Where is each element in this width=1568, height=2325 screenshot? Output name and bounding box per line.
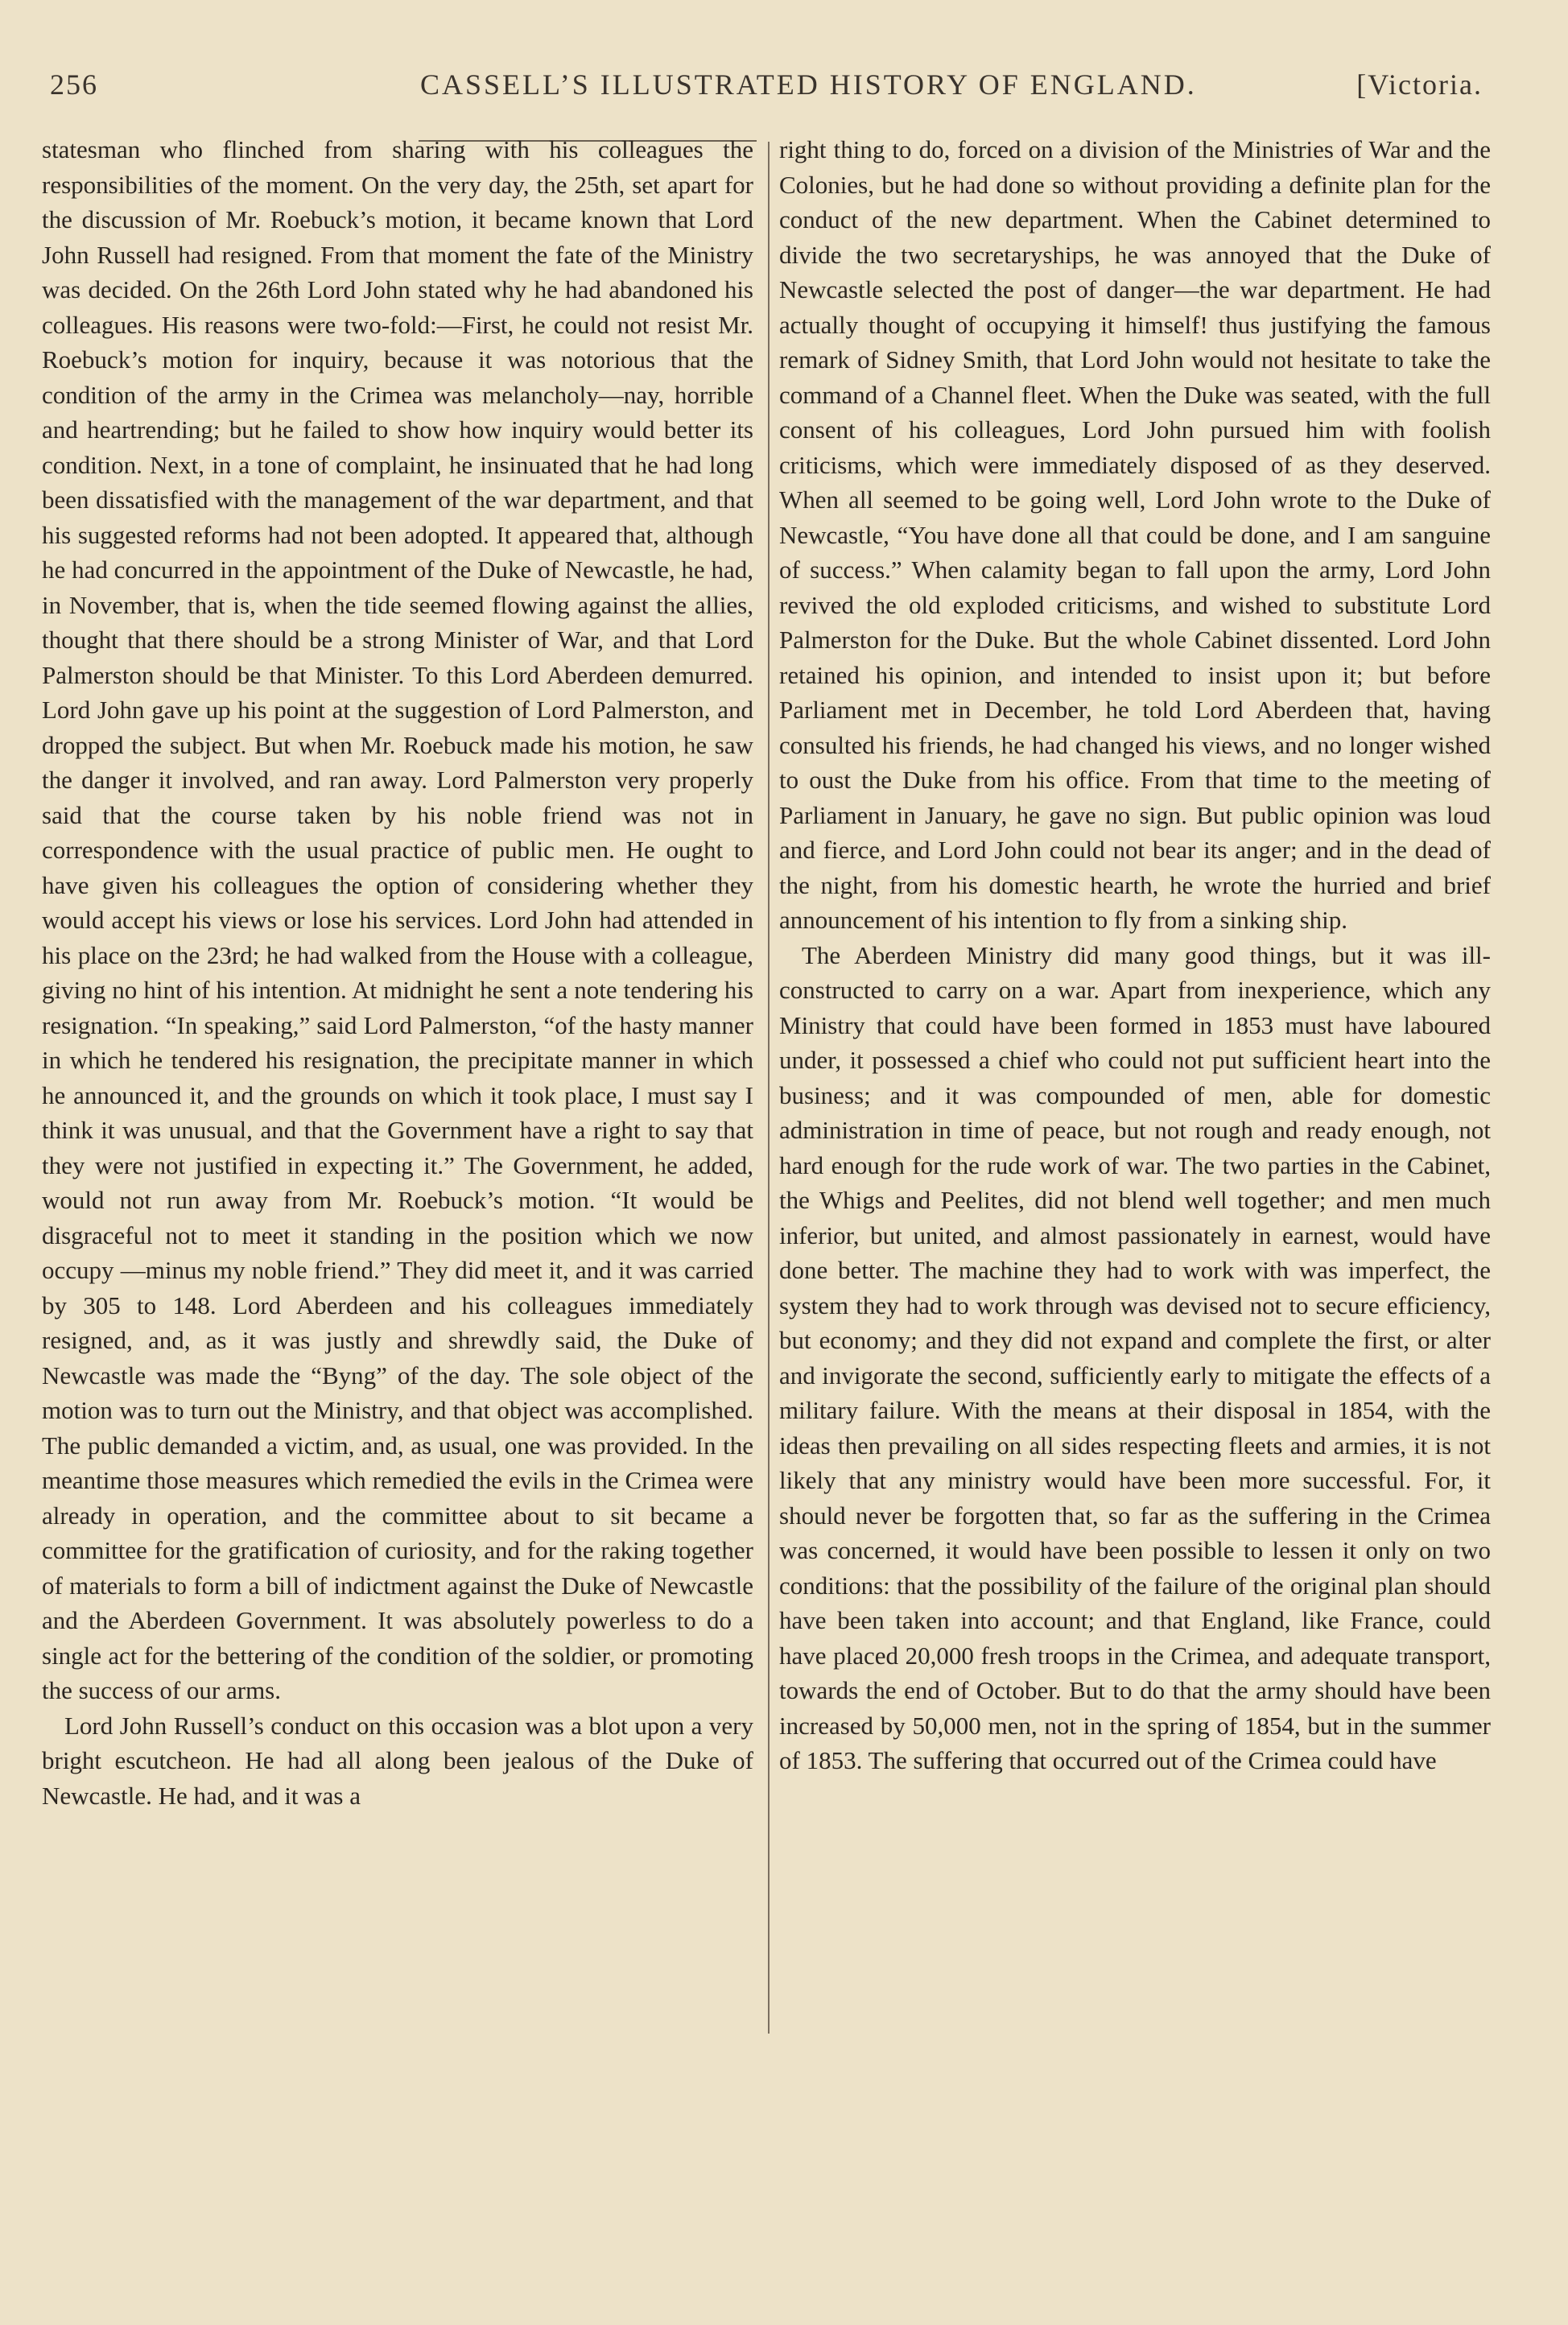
left-paragraph-1: statesman who flinched from sharing with his colleagues the responsibilities of the moment. On the very day, the 25th, set apart for the discussion of Mr. Roebuck’s motion, it became known that Lord John Russell had resigned. From that moment the fate of the Ministry was decided. On the 26th Lord John stated why he had abandoned his colleagues. His reasons were two-fold:—First, he could not resist Mr. Roebuck’s motion for inquiry, because it was notorious that the condition of the army in the Crimea was melancholy—nay, horrible and heartrending; but he failed to show how inquiry would better its condition. Next, in a tone of complaint, he insinuated that he had long been dissatisfied with the management of the war department, and that his suggested reforms had not been adopted. It appeared that, although he had concurred in the appointment of the Duke of Newcastle, he had, in November, that is, when the tide seemed flowing against the allies, thought that there should be a strong Minister of War, and that Lord Palmerston should be that Minister. To this Lord Aberdeen demurred. Lord John gave up his point at the suggestion of Lord Palmerston, and dropped the subject. But when Mr. Roebuck made his motion, he saw the danger it involved, and ran away. Lord Palmerston very properly said that the course taken by his noble friend was not in correspondence with the usual practice of public men. He ought to have given his colleagues the option of considering whether they would accept his views or lose his services. Lord John had attended in his place on the 23rd; he had walked from the House with a colleague, giving no hint of his intention. At midnight he sent a note tendering his resignation. “In speaking,” said Lord Palmerston, “of the hasty manner in which he tendered his resignation, the precipitate manner in which he announced it, and the grounds on which it took place, I must say I think it was unusual, and that the Government have a right to say that they were not justified in expecting it.” The Government, he added, would not run away from Mr. Roebuck’s motion. “It would be disgraceful not to meet it standing in the position which we now occupy —minus my noble friend.” They did meet it, and it was carried by 305 to 148. Lord Aberdeen and his colleagues immediately resigned, and, as it was justly and shrewdly said, the Duke of Newcastle was made the “Byng” of the day. The sole object of the motion was to turn out the Ministry, and that object was accomplished. The public demanded a victim, and, as usual, one was provided. In the meantime those measures which remedied the evils in the Crimea were already in operation, and the committee about to sit became a committee for the gratification of curiosity, and for the raking together of materials to form a bill of indictment against the Duke of Newcastle and the Aberdeen Government. It was absolutely powerless to do a single act for the bettering of the condition of the soldier, or promoting the success of our arms.	[42, 135, 753, 1704]
left-column	[42, 132, 753, 1813]
right-paragraph-1: right thing to do, forced on a division of the Ministries of War and the Colonies, but he had done so without providing a definite plan for the conduct of the new department. When the Cabinet determined to divide the two secretaryships, he was annoyed that the Duke of Newcastle selected the post of danger—the war department. He had actually thought of occupying it himself! thus justifying the famous remark of Sidney Smith, that Lord John would not hesitate to take the command of a Channel fleet. When the Duke was seated, with the full consent of his colleagues, Lord John pursued him with foolish criticisms, which were immediately disposed of as they deserved. When all seemed to be going well, Lord John wrote to the Duke of Newcastle, “You have done all that could be done, and I am sanguine of success.” When calamity began to fall upon the army, Lord John revived the old exploded criticisms, and wished to substitute Lord Palmerston for the Duke. But the whole Cabinet dissented. Lord John retained his opinion, and intended to insist upon it; but before Parliament met in December, he told Lord Aberdeen that, having consulted his friends, he had changed his views, and no longer wished to oust the Duke from his office. From that time to the meeting of Parliament in January, he gave no sign. But public opinion was loud and fierce, and Lord John could not bear its anger; and in the dead of the night, from his domestic hearth, he wrote the hurried and brief announcement of his intention to fly from a sinking ship.	[779, 135, 1491, 934]
running-header	[50, 68, 1483, 108]
column-divider	[768, 142, 770, 2034]
right-column	[779, 132, 1491, 1778]
section-label: [Victoria.	[1356, 68, 1483, 101]
running-title: CASSELL’S ILLUSTRATED HISTORY OF ENGLAND.	[420, 68, 1197, 101]
page-number: 256	[50, 68, 98, 101]
right-paragraph-2: The Aberdeen Ministry did many good things, but it was ill-constructed to carry on a war. Apart from inexperience, which any Ministry that could have been formed in 1853 must have laboured under, it possessed a chief who could not put sufficient heart into the business; and it was compounded of men, able for domestic administration in time of peace, but not rough and ready enough, not hard enough for the rude work of war. The two parties in the Cabinet, the Whigs and Peelites, did not blend well together; and men much inferior, but united, and almost passionately in earnest, would have done better. The machine they had to work with was imperfect, the system they had to work through was devised not to secure efficiency, but economy; and they did not expand and complete the first, or alter and invigorate the second, sufficiently early to mitigate the effects of a military failure. With the means at their disposal in 1854, with the ideas then prevailing on all sides respecting fleets and armies, it is not likely that any ministry would have been more successful. For, it should never be forgotten that, so far as the suffering in the Crimea was concerned, it would have been possible to lessen it only on two conditions: that the possibility of the failure of the original plan should have been taken into account; and that England, like France, could have placed 20,000 fresh troops in the Crimea, and adequate transport, towards the end of October. But to do that the army should have been increased by 50,000 men, not in the spring of 1854, but in the summer of 1853. The suffering that occurred out of the Crimea could have	[779, 940, 1491, 1774]
left-paragraph-2: Lord John Russell’s conduct on this occasion was a blot upon a very bright escutcheon. He had all along been jealous of the Duke of Newcastle. He had, and it was a	[42, 1711, 753, 1810]
